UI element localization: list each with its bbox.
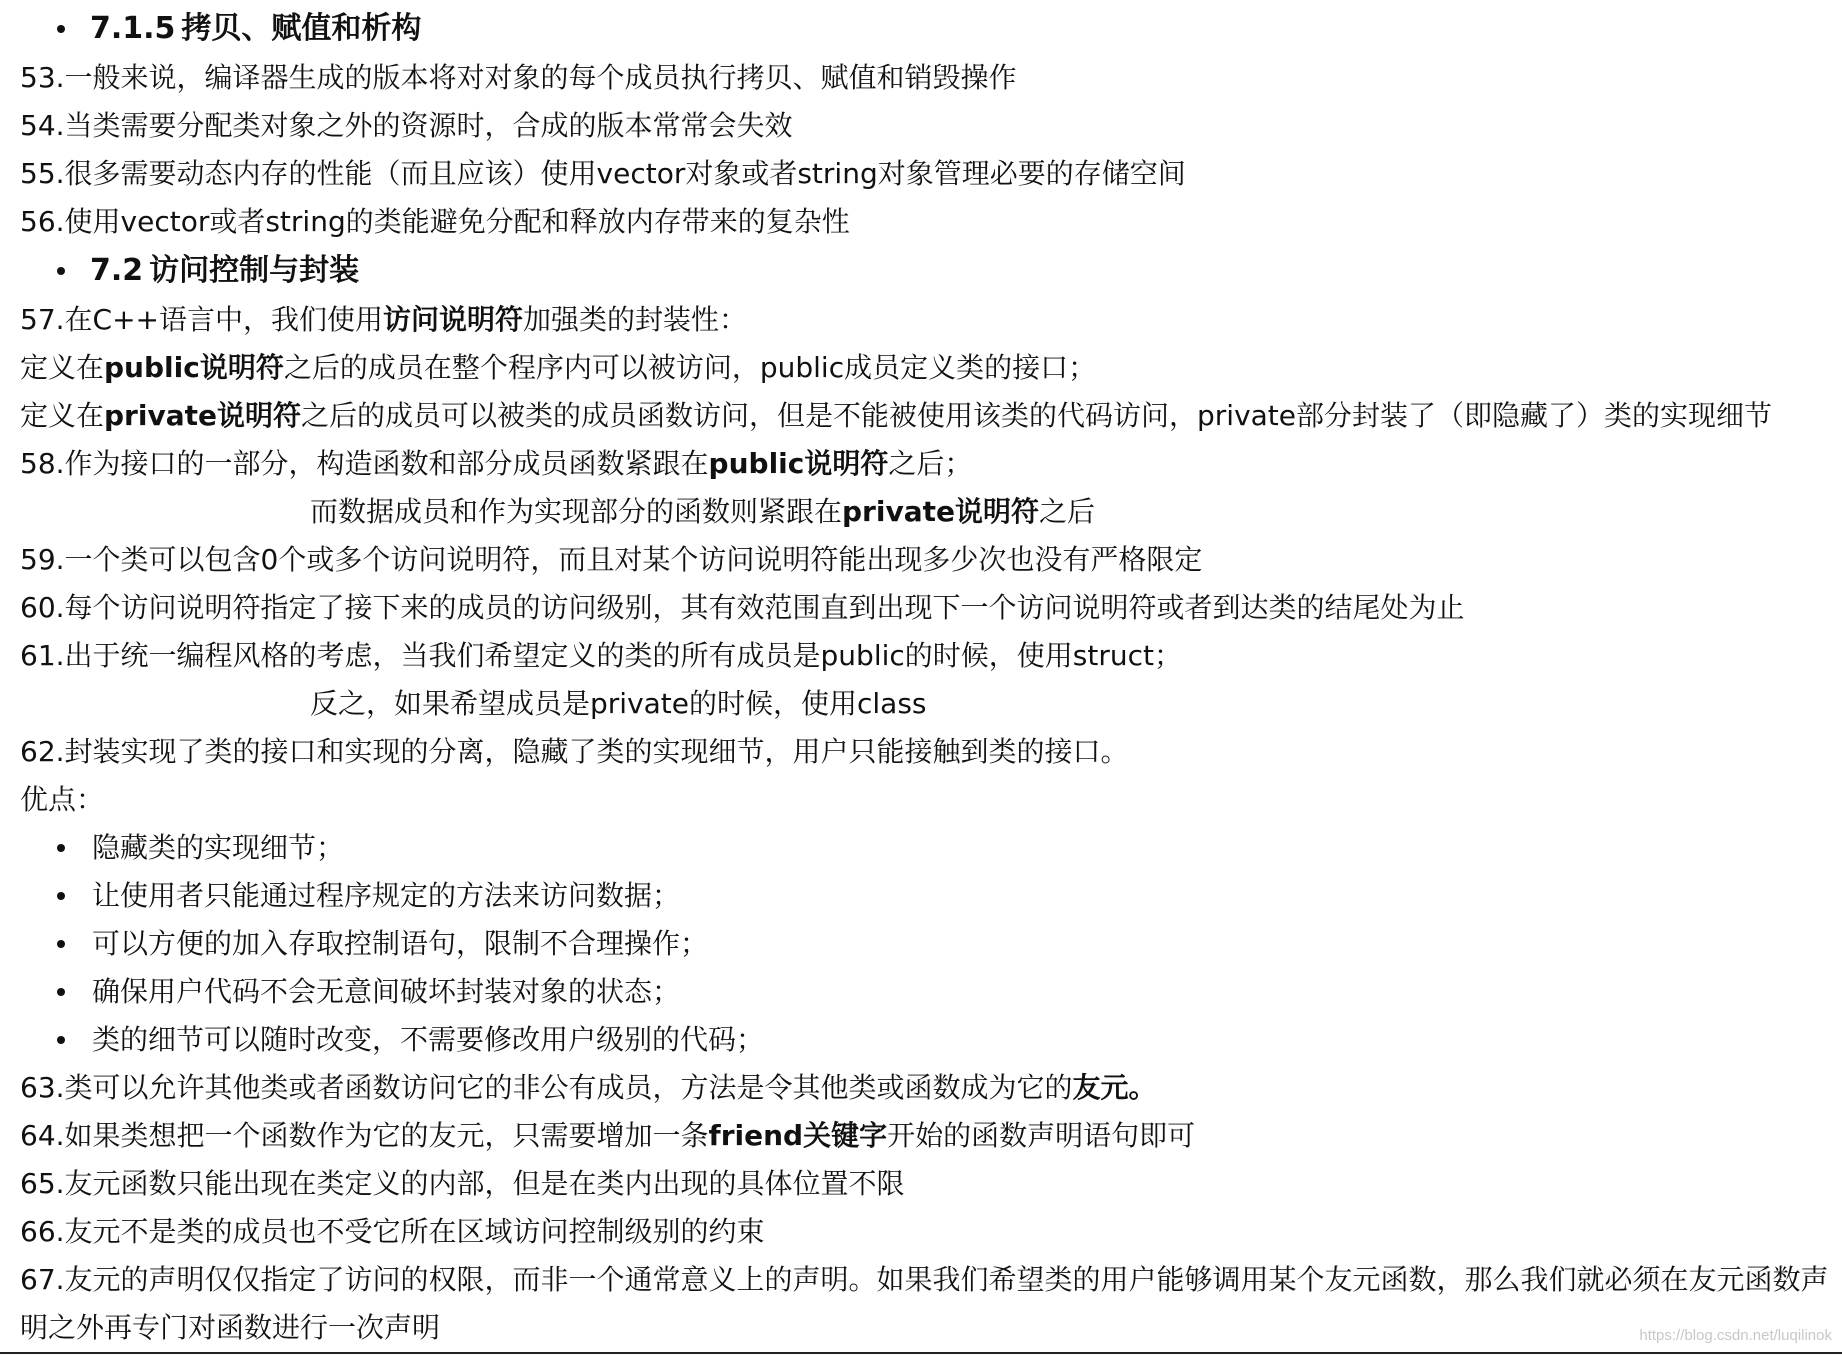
bullet-dot-icon bbox=[57, 25, 65, 33]
advantage-item: 可以方便的加入存取控制语句，限制不合理操作； bbox=[20, 920, 1842, 968]
section-heading-7-2 bbox=[20, 246, 1842, 296]
bullet-dot-icon bbox=[57, 892, 65, 900]
note-64: 64.如果类想把一个函数作为它的友元，只需要增加一条friend关键字开始的函数声明语句即可 bbox=[20, 1119, 1196, 1152]
note-private-definition: 定义在private说明符之后的成员可以被类的成员函数访问，但是不能被使用该类的代码访问，private部分封装了（即隐藏了）类的实现细节 bbox=[20, 399, 1773, 432]
section-title: 拷贝、赋值和析构 bbox=[181, 11, 422, 46]
advantage-item: 确保用户代码不会无意间破坏封装对象的状态； bbox=[20, 968, 1842, 1016]
bullet-dot-icon bbox=[57, 267, 65, 275]
note-public-definition: 定义在public说明符之后的成员在整个程序内可以被访问，public成员定义类的接口； bbox=[20, 351, 1097, 384]
advantage-item: 隐藏类的实现细节； bbox=[20, 824, 1842, 872]
note-58: 58.作为接口的一部分，构造函数和部分成员函数紧跟在public说明符之后； bbox=[20, 447, 973, 480]
note-66: 66.友元不是类的成员也不受它所在区域访问控制级别的约束 bbox=[20, 1215, 765, 1248]
bullet-dot-icon bbox=[57, 1036, 65, 1044]
note-60: 60.每个访问说明符指定了接下来的成员的访问级别，其有效范围直到出现下一个访问说明符或者到达类的结尾处为止 bbox=[20, 591, 1465, 624]
emphasis: friend关键字 bbox=[708, 1119, 888, 1152]
note-58-continued: 而数据成员和作为实现部分的函数则紧跟在private说明符之后 bbox=[310, 495, 1096, 528]
note-54: 54.当类需要分配类对象之外的资源时，合成的版本常常会失效 bbox=[20, 109, 793, 142]
note-56: 56.使用vector或者string的类能避免分配和释放内存带来的复杂性 bbox=[20, 205, 850, 238]
note-59: 59.一个类可以包含0个或多个访问说明符，而且对某个访问说明符能出现多少次也没有严格限定 bbox=[20, 543, 1203, 576]
note-67: 67.友元的声明仅仅指定了访问的权限，而非一个通常意义上的声明。如果我们希望类的用户能够调用某个友元函数，那么我们就必须在友元函数声 bbox=[20, 1263, 1829, 1296]
emphasis: 访问说明符 bbox=[383, 303, 524, 336]
note-67-continued: 明之外再专门对函数进行一次声明 bbox=[20, 1311, 441, 1344]
note-55: 55.很多需要动态内存的性能（而且应该）使用vector对象或者string对象管理必要的存储空间 bbox=[20, 157, 1186, 190]
emphasis: 友元。 bbox=[1072, 1071, 1157, 1104]
note-61-continued: 反之，如果希望成员是private的时候，使用class bbox=[310, 687, 927, 720]
section-title: 访问控制与封装 bbox=[149, 253, 360, 288]
advantages-label: 优点： bbox=[20, 783, 105, 816]
section-number: 7.2 bbox=[90, 253, 144, 288]
bottom-border bbox=[0, 1352, 1842, 1354]
emphasis: private说明符 bbox=[104, 399, 301, 432]
advantage-item: 类的细节可以随时改变，不需要修改用户级别的代码； bbox=[20, 1016, 1842, 1064]
watermark: https://blog.csdn.net/luqilinok bbox=[1639, 1327, 1832, 1344]
emphasis: private说明符 bbox=[842, 495, 1039, 528]
section-heading-7-1-5 bbox=[20, 4, 1842, 54]
note-62: 62.封装实现了类的接口和实现的分离，隐藏了类的实现细节，用户只能接触到类的接口。 bbox=[20, 735, 1129, 768]
bullet-dot-icon bbox=[57, 988, 65, 996]
emphasis: public说明符 bbox=[104, 351, 284, 384]
note-57: 57.在C++语言中，我们使用访问说明符加强类的封装性： bbox=[20, 303, 748, 336]
note-53: 53.一般来说，编译器生成的版本将对对象的每个成员执行拷贝、赋值和销毁操作 bbox=[20, 61, 1017, 94]
advantage-item: 让使用者只能通过程序规定的方法来访问数据； bbox=[20, 872, 1842, 920]
section-number: 7.1.5 bbox=[90, 11, 176, 46]
emphasis: public说明符 bbox=[708, 447, 889, 480]
note-61: 61.出于统一编程风格的考虑，当我们希望定义的类的所有成员是public的时候，使用struct； bbox=[20, 639, 1182, 672]
bullet-dot-icon bbox=[57, 844, 65, 852]
bullet-dot-icon bbox=[57, 940, 65, 948]
note-65: 65.友元函数只能出现在类定义的内部，但是在类内出现的具体位置不限 bbox=[20, 1167, 905, 1200]
note-63: 63.类可以允许其他类或者函数访问它的非公有成员，方法是令其他类或函数成为它的友元。 bbox=[20, 1071, 1157, 1104]
